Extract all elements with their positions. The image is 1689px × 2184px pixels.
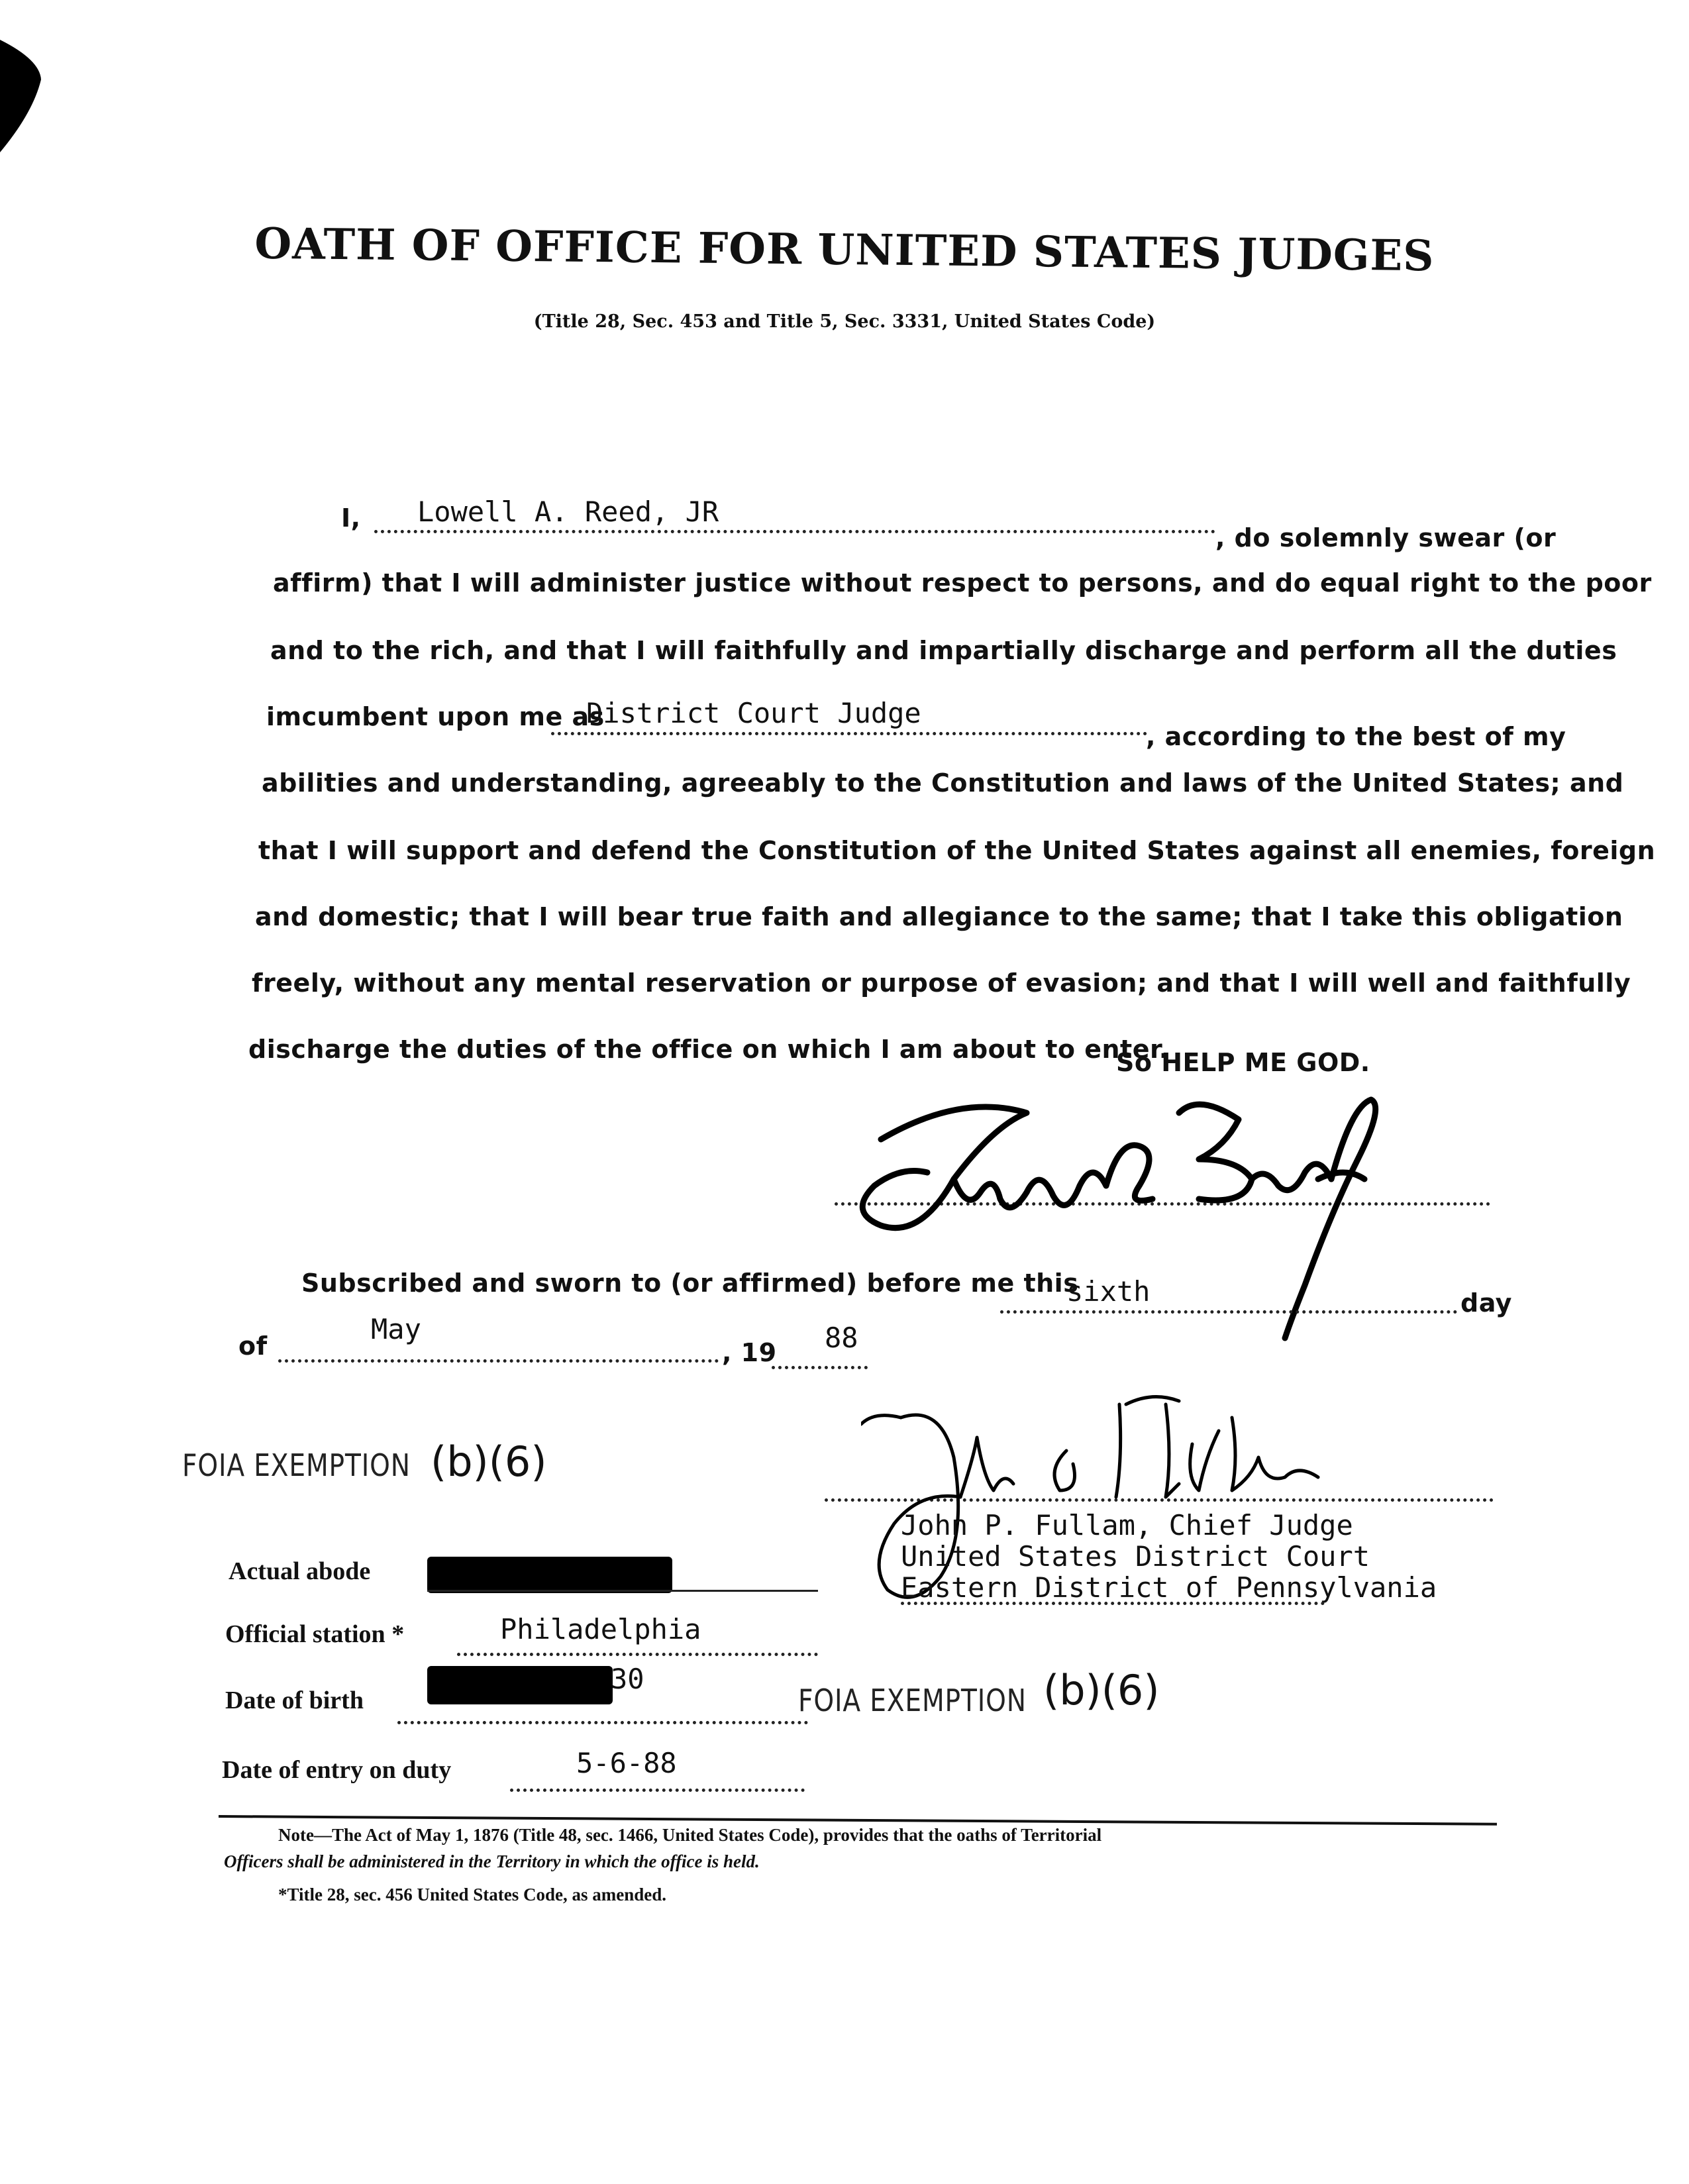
footnote: *Title 28, sec. 456 United States Code, as amended.	[278, 1885, 666, 1904]
dob-redaction	[427, 1666, 613, 1704]
page-title: OATH OF OFFICE FOR UNITED STATES JUDGES	[254, 219, 1435, 282]
oath-line3: and to the rich, and that I will faithfully and impartially discharge and perform all the duties	[270, 636, 1617, 665]
oath-line4-prefix: imcumbent upon me as	[266, 702, 605, 731]
chief-judge-name: John P. Fullam, Chief Judge	[901, 1509, 1353, 1541]
court-name: United States District Court	[901, 1540, 1370, 1573]
corner-mark	[0, 40, 46, 152]
oath-line9: discharge the duties of the office on which I am about to enter.	[248, 1035, 1169, 1064]
abode-label: Actual abode	[229, 1557, 371, 1585]
page-subtitle: (Title 28, Sec. 453 and Title 5, Sec. 3331, United States Code)	[533, 311, 1156, 332]
sworn-prefix: Subscribed and sworn to (or affirmed) before me this	[301, 1269, 1079, 1298]
oath-line7: and domestic; that I will bear true faith and allegiance to the same; that I take this obligation	[255, 902, 1623, 931]
dob-visible: 30	[611, 1663, 644, 1695]
oath-line1-prefix: I,	[341, 503, 361, 533]
note-line1: Note—The Act of May 1, 1876 (Title 48, sec. 1466, United States Code), provides that the oaths of Territorial	[278, 1825, 1102, 1845]
sworn-day: sixth	[1066, 1275, 1151, 1308]
dob-label: Date of birth	[225, 1687, 364, 1714]
sworn-of: of	[238, 1331, 268, 1361]
district-name: Eastern District of Pennsylvania	[901, 1571, 1437, 1604]
oath-line5: abilities and understanding, agreeably to the Constitution and laws of the United States; and	[262, 768, 1624, 798]
office-title: District Court Judge	[586, 697, 921, 729]
oath-line2: affirm) that I will administer justice without respect to persons, and do equal right to the poor	[273, 568, 1652, 598]
foia-stamp-1: FOIA EXEMPTION	[182, 1447, 411, 1483]
oath-line4-suffix: , according to the best of my	[1146, 722, 1566, 751]
judge-signature	[828, 1066, 1437, 1358]
note-line2: Officers shall be administered in the Territory in which the office is held.	[224, 1851, 760, 1871]
sworn-year: 88	[825, 1322, 858, 1354]
oath-line1-suffix: , do solemnly swear (or	[1215, 523, 1557, 552]
foia-stamp-2: FOIA EXEMPTION	[798, 1683, 1027, 1718]
entry-value: 5-6-88	[576, 1747, 677, 1779]
oath-line6: that I will support and defend the Constitution of the United States against all enemies, foreign	[258, 836, 1656, 865]
judge-name: Lowell A. Reed, JR	[417, 495, 719, 528]
sworn-month: May	[371, 1313, 421, 1345]
sworn-year-prefix: , 19	[722, 1338, 777, 1367]
sworn-day-suffix: day	[1460, 1288, 1512, 1318]
abode-redaction	[427, 1557, 672, 1593]
note-divider	[219, 1815, 1497, 1826]
oath-line8: freely, without any mental reservation or purpose of evasion; and that I will well and faithfully	[252, 968, 1631, 998]
oath-closing: So HELP ME GOD.	[1116, 1048, 1370, 1077]
foia-stamp-2-code: (b)(6)	[1043, 1666, 1160, 1714]
station-label: Official station *	[225, 1620, 405, 1648]
station-value: Philadelphia	[500, 1613, 701, 1645]
entry-label: Date of entry on duty	[222, 1756, 452, 1784]
foia-stamp-1-code: (b)(6)	[431, 1437, 547, 1486]
